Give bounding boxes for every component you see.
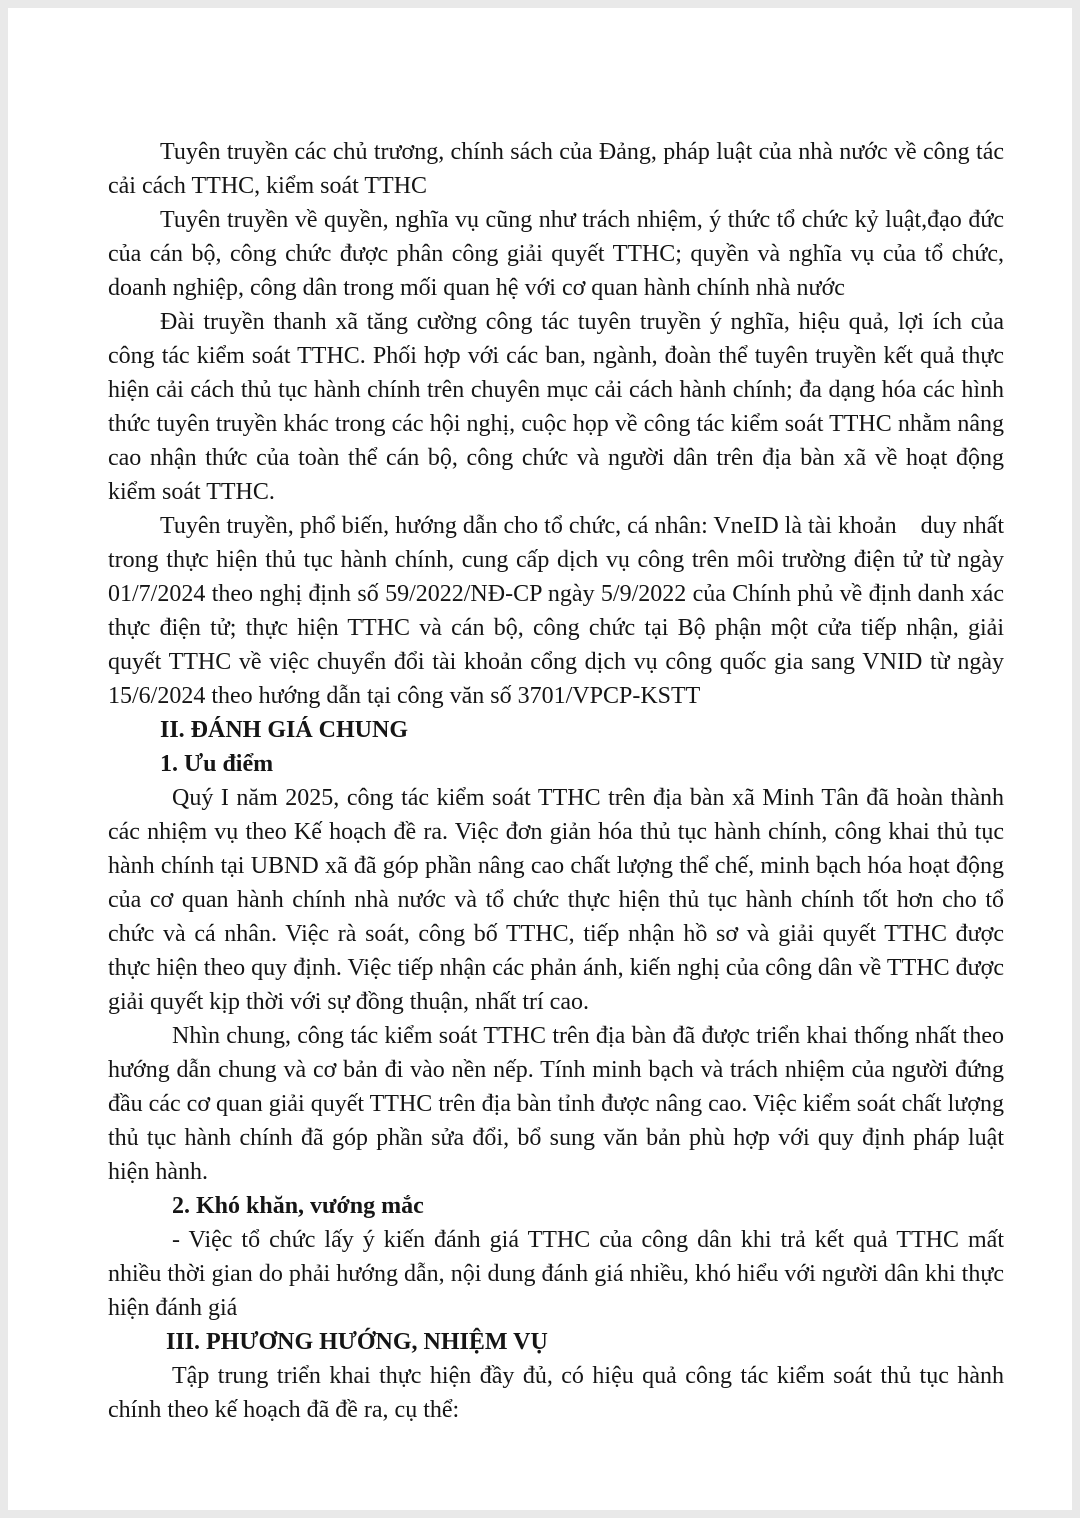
paragraph-advantages: Quý I năm 2025, công tác kiểm soát TTHC trên địa bàn xã Minh Tân đã hoàn thành các nhiệm vụ theo Kế hoạch đề ra. Việc đơn giản hóa thủ tục hành chính, công khai thủ tục hành chính tại UBND xã đã góp phần nâng cao chất lượng thể chế, minh bạch hóa hoạt động của cơ quan hành chính nhà nước và tổ chức thực hiện thủ tục hành chính tốt hơn cho tổ chức và cá nhân. Việc rà soát, công bố TTHC, tiếp nhận hồ sơ và giải quyết TTHC được thực hiện theo quy định. Việc tiếp nhận các phản ánh, kiến nghị của công dân về TTHC được giải quyết kịp thời với sự đồng thuận, nhất trí cao. [108,785,1004,1015]
paragraph-propaganda-rights: Tuyên truyền về quyền, nghĩa vụ cũng như trách nhiệm, ý thức tổ chức kỷ luật,đạo đức của cán bộ, công chức được phân công giải quyết TTHC; quyền và nghĩa vụ của tổ chức, doanh nghiệp, công dân trong mối quan hệ với cơ quan hành chính nhà nước [108,207,1004,301]
paragraph-difficulties: - Việc tổ chức lấy ý kiến đánh giá TTHC của công dân khi trả kết quả TTHC mất nhiều thời gian do phải hướng dẫn, nội dung đánh giá nhiều, khó hiểu với người dân khi thực hiện đánh giá [108,1227,1004,1321]
subsection-1-title: 1. Ưu điểm [160,751,274,777]
document-page [8,8,1072,1510]
paragraph-radio-station: Đài truyền thanh xã tăng cường công tác tuyên truyền ý nghĩa, hiệu quả, lợi ích của công tác kiểm soát TTHC. Phối hợp với các ban, ngành, đoàn thể tuyên truyền kết quả thực hiện cải cách thủ tục hành chính trên chuyên mục cải cách hành chính; đa dạng hóa các hình thức tuyên truyền khác trong các hội nghị, cuộc họp về công tác kiểm soát TTHC nhằm nâng cao nhận thức của toàn thể cán bộ, công chức và người dân trên địa bàn xã về hoạt động kiểm soát TTHC. [108,309,1004,505]
paragraph-overall: Nhìn chung, công tác kiểm soát TTHC trên địa bàn đã được triển khai thống nhất theo hướng dẫn chung và cơ bản đi vào nền nếp. Tính minh bạch và trách nhiệm của người đứng đầu các cơ quan giải quyết TTHC trên địa bàn tỉnh được nâng cao. Việc kiểm soát chất lượng thủ tục hành chính đã góp phần sửa đổi, bổ sung văn bản phù hợp với quy định pháp luật hiện hành. [108,1023,1004,1185]
section-3-title: III. PHƯƠNG HƯỚNG, NHIỆM VỤ [166,1329,548,1355]
subsection-2-title: 2. Khó khăn, vướng mắc [172,1193,424,1219]
paragraph-direction: Tập trung triển khai thực hiện đầy đủ, có hiệu quả công tác kiểm soát thủ tục hành chính theo kế hoạch đã đề ra, cụ thể: [108,1363,1004,1423]
paragraph-propaganda-policy: Tuyên truyền các chủ trương, chính sách của Đảng, pháp luật của nhà nước về công tác cải cách TTHC, kiểm soát TTHC [108,139,1004,199]
document-body [108,135,1010,1427]
section-2-title: II. ĐÁNH GIÁ CHUNG [160,717,409,743]
paragraph-vneid: Tuyên truyền, phổ biến, hướng dẫn cho tổ chức, cá nhân: VneID là tài khoản duy nhất trong thực hiện thủ tục hành chính, cung cấp dịch vụ công trên môi trường điện tử từ ngày 01/7/2024 theo nghị định số 59/2022/NĐ-CP ngày 5/9/2022 của Chính phủ về định danh xác thực điện tử; thực hiện TTHC và cán bộ, công chức tại Bộ phận một cửa tiếp nhận, giải quyết TTHC về việc chuyển đổi tài khoản cổng dịch vụ công quốc gia sang VNID từ ngày 15/6/2024 theo hướng dẫn tại công văn số 3701/VPCP-KSTT [108,513,1010,709]
